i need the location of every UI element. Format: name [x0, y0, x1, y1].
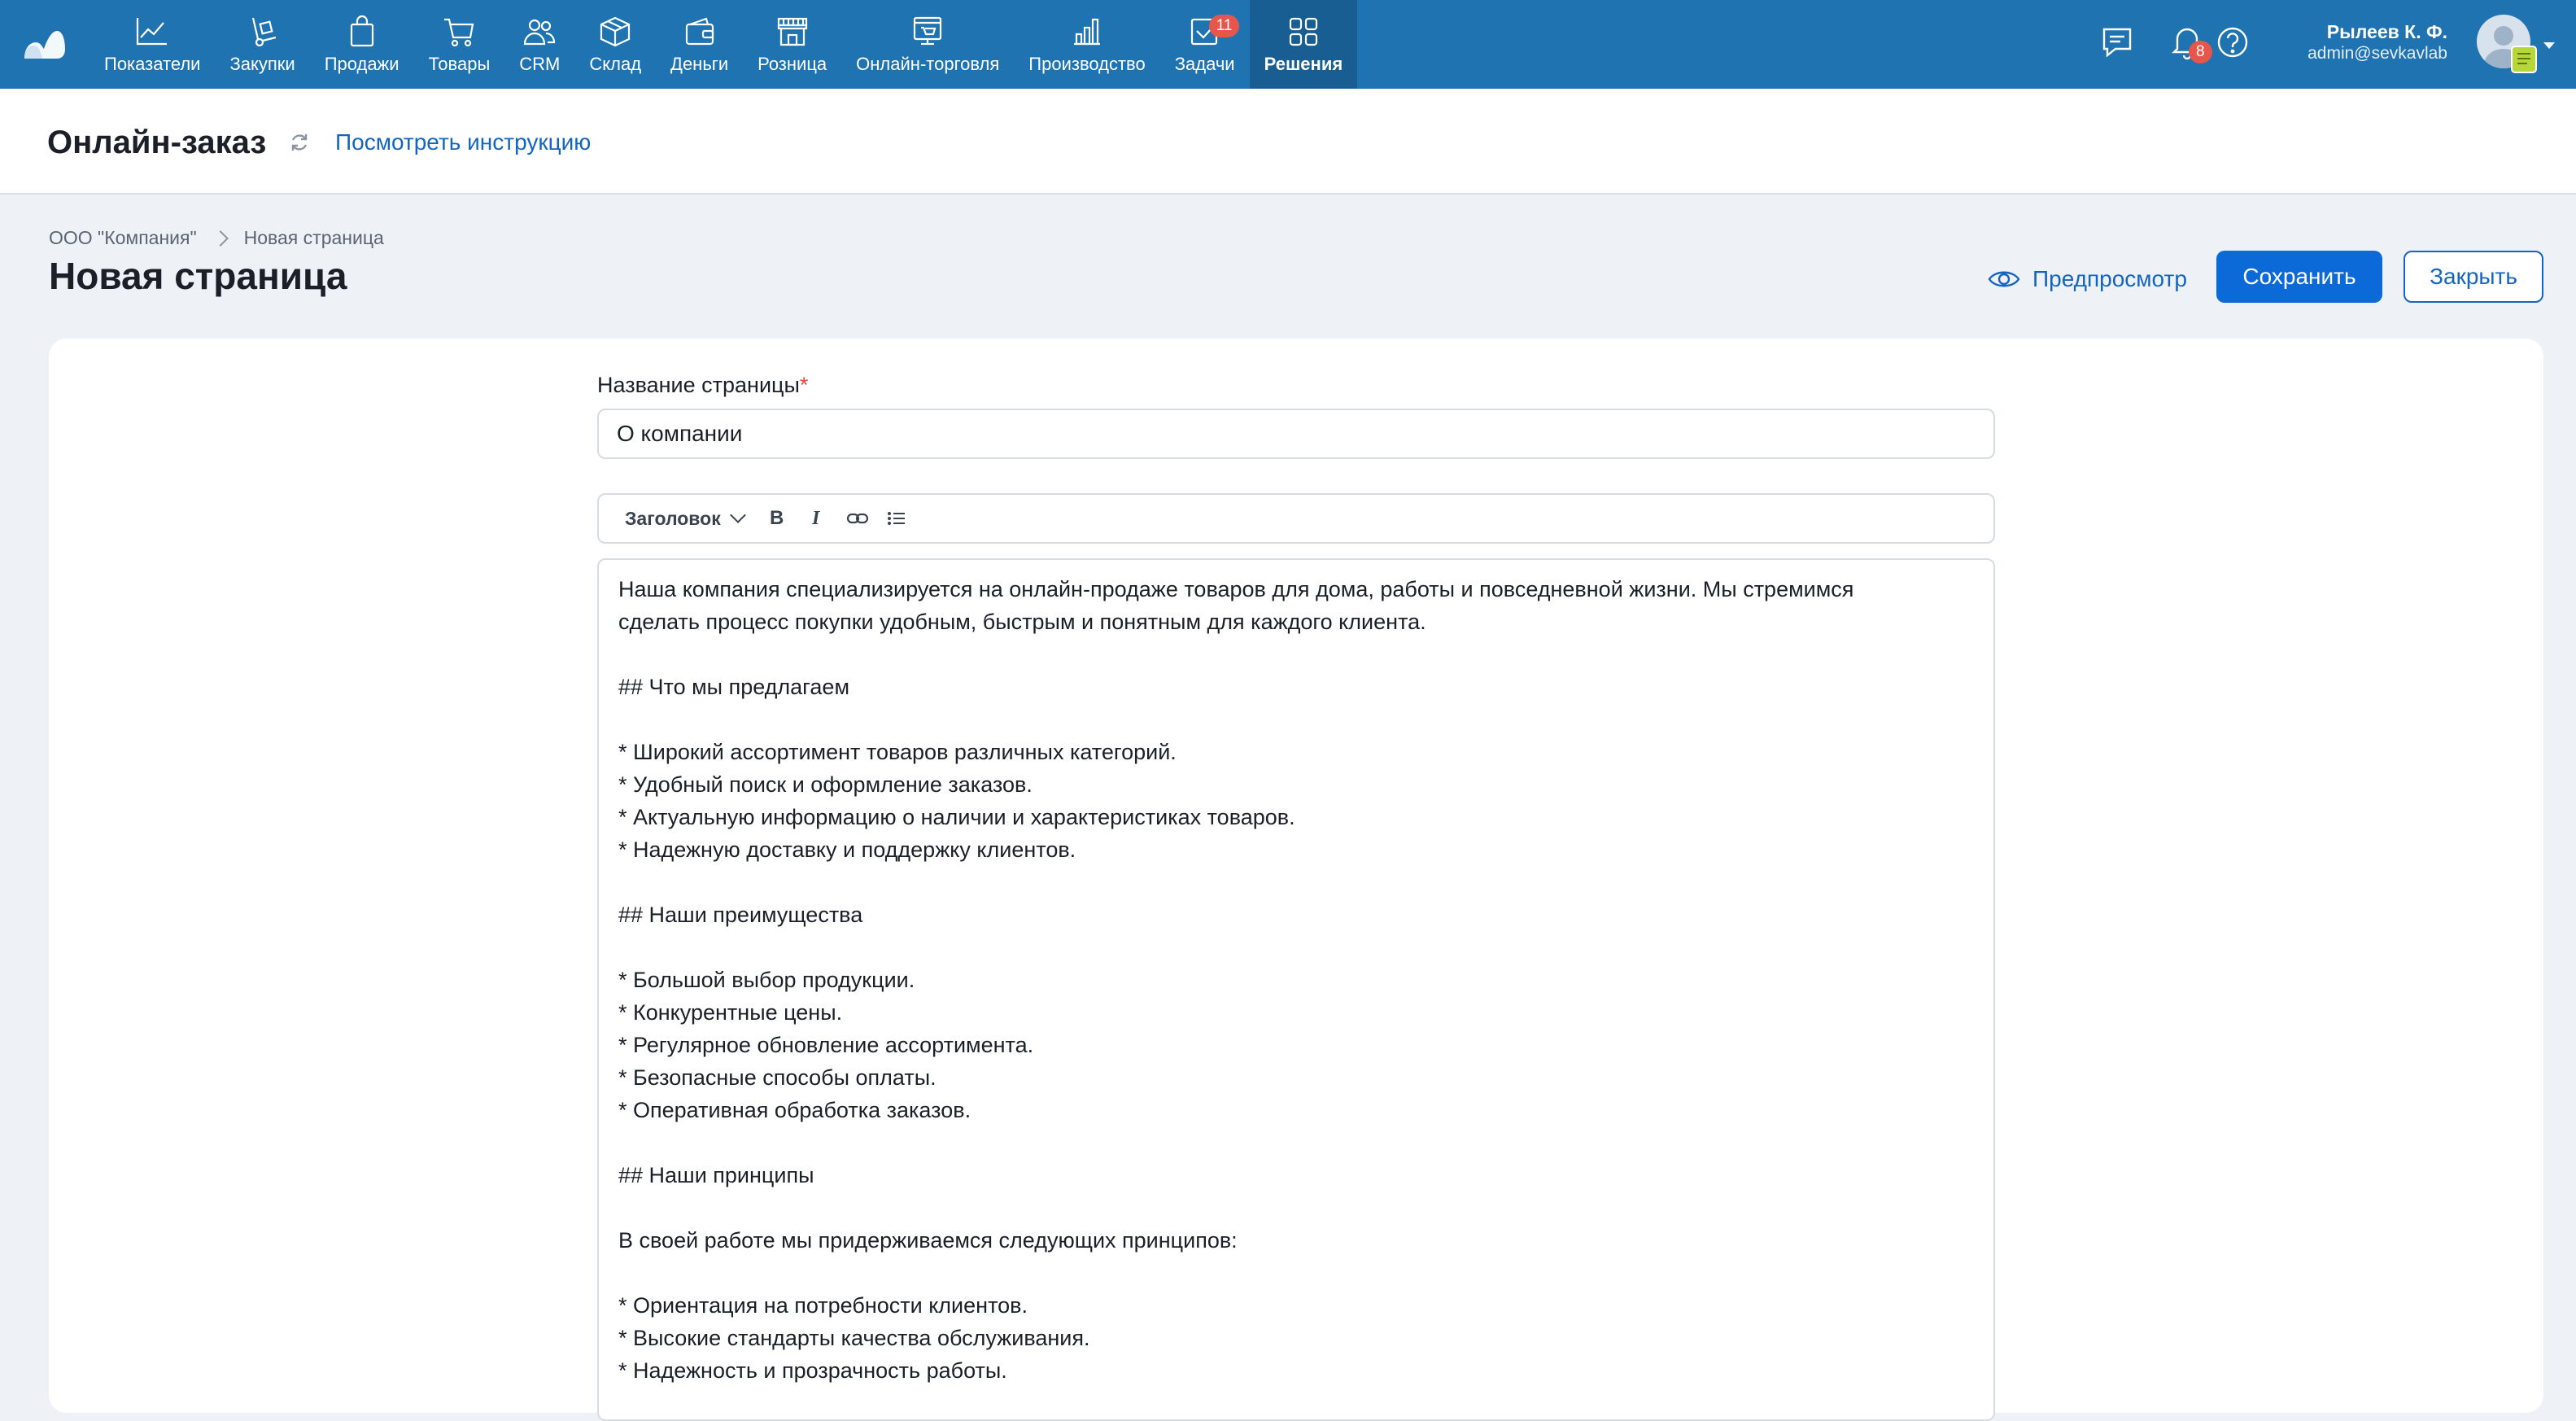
nav-item-production[interactable] [1014, 0, 1159, 89]
nav-item-indicators[interactable] [90, 0, 215, 89]
editor-line: * Высокие стандарты качества обслуживания. [618, 1326, 1090, 1350]
close-button[interactable]: Закрыть [2404, 251, 2543, 303]
editor-line: * Оперативная обработка заказов. [618, 1098, 971, 1122]
editor-line: В своей работе мы придерживаемся следующих принципов: [618, 1228, 1238, 1253]
grid-icon [1286, 15, 1321, 49]
tasks-count-badge: 11 [1209, 15, 1240, 37]
nav-label: Продажи [324, 53, 399, 74]
nav-item-retail[interactable] [743, 0, 841, 89]
breadcrumb [49, 227, 384, 249]
nav-item-sales[interactable] [310, 0, 414, 89]
editor-line [618, 638, 1974, 671]
page-name-label-text: Название страницы [597, 373, 800, 397]
nav-label: Онлайн-торговля [856, 53, 1000, 74]
cart-icon [441, 15, 477, 49]
save-button[interactable]: Сохранить [2216, 251, 2382, 303]
nav-item-warehouse[interactable] [574, 0, 656, 89]
editor-line: * Широкий ассортимент товаров различных категорий. [618, 740, 1177, 764]
nav-item-tasks[interactable] [1160, 0, 1250, 89]
online-store-icon [910, 15, 945, 49]
editor-line [618, 931, 1974, 964]
editor-line: * Надежность и прозрачность работы. [618, 1358, 1007, 1383]
module-title: Онлайн-заказ [47, 125, 267, 160]
notifications-count-badge: 8 [2189, 41, 2212, 63]
editor-line: ## Что мы предлагаем [618, 675, 850, 699]
editor-toolbar [597, 493, 1995, 544]
top-navigation-bar [0, 0, 2576, 89]
page-title: Новая страница [49, 255, 347, 297]
refresh-icon[interactable] [288, 131, 311, 154]
chart-line-icon [134, 15, 170, 49]
nav-item-crm[interactable] [504, 0, 574, 89]
user-name[interactable]: Рылеев К. Ф. [2326, 21, 2447, 42]
editor-line [618, 1257, 1974, 1289]
chevron-down-icon [730, 507, 746, 523]
editor-line [618, 866, 1974, 899]
editor-line [618, 1126, 1974, 1159]
editor-line: * Безопасные способы оплаты. [618, 1065, 937, 1090]
editor-line: ## Наши преимущества [618, 903, 863, 927]
document-badge-icon [2509, 44, 2539, 75]
nav-label: Задачи [1174, 53, 1235, 74]
editor-line: * Конкурентные цены. [618, 1000, 843, 1025]
help-icon[interactable] [2213, 23, 2252, 62]
nav-item-products[interactable] [414, 0, 505, 89]
nav-item-money[interactable] [656, 0, 743, 89]
nav-item-online-trading[interactable] [841, 0, 1014, 89]
nav-label: Решения [1264, 53, 1343, 74]
editor-line: * Большой выбор продукции. [618, 968, 915, 992]
editor-line: сделать процесс покупки удобным, быстрым и понятным для каждого клиента. [618, 610, 1426, 634]
wallet-icon [682, 15, 718, 49]
preview-label: Предпросмотр [2032, 266, 2187, 291]
nav-item-purchases[interactable] [215, 0, 309, 89]
editor-line [618, 1191, 1974, 1224]
factory-icon [1069, 15, 1105, 49]
bulleted-list-button[interactable] [885, 509, 903, 527]
heading-dropdown-label: Заголовок [625, 507, 721, 529]
box-icon [597, 15, 633, 49]
editor-line: * Регулярное обновление ассортимента. [618, 1033, 1034, 1057]
link-icon [846, 509, 869, 527]
editor-line: ## Наши принципы [618, 1163, 814, 1187]
nav-label: Склад [589, 53, 642, 74]
nav-label: Показатели [104, 53, 201, 74]
heading-dropdown[interactable] [625, 508, 744, 530]
breadcrumb-item-company[interactable]: ООО "Компания" [49, 227, 197, 248]
users-icon [522, 15, 557, 49]
editor-line: * Удобный поиск и оформление заказов. [618, 772, 1033, 797]
editor-line [618, 703, 1974, 736]
bold-button[interactable]: B [770, 507, 784, 529]
italic-button[interactable]: I [812, 507, 820, 529]
nav-item-solutions[interactable] [1250, 0, 1358, 89]
link-button[interactable] [846, 509, 864, 527]
page-name-input[interactable] [597, 409, 1995, 459]
chat-icon[interactable] [2098, 23, 2137, 62]
content-editor[interactable] [597, 558, 1995, 1421]
preview-button[interactable] [1987, 259, 2187, 300]
nav-label: Производство [1028, 53, 1146, 74]
user-menu-caret-icon[interactable] [2543, 42, 2555, 49]
shopping-bag-icon [344, 15, 380, 49]
view-instruction-link[interactable]: Посмотреть инструкцию [335, 129, 592, 155]
chevron-right-icon [212, 230, 229, 247]
nav-label: Розница [758, 53, 827, 74]
hand-truck-icon [245, 15, 281, 49]
eye-icon [1987, 268, 2021, 291]
editor-line: * Надежную доставку и поддержку клиентов. [618, 837, 1076, 862]
list-icon [885, 509, 908, 527]
breadcrumb-item-current: Новая страница [243, 227, 384, 248]
editor-line: * Ориентация на потребности клиентов. [618, 1293, 1028, 1318]
module-header [0, 89, 2576, 195]
user-email[interactable]: admin@sevkavlab [2307, 44, 2447, 63]
nav-label: Товары [428, 53, 491, 74]
main-nav [90, 0, 1357, 89]
app-logo-icon[interactable] [21, 24, 67, 62]
page-name-label [597, 373, 808, 398]
editor-line: Наша компания специализируется на онлайн-продаже товаров для дома, работы и повседневной жизни. Мы стремимся [618, 577, 1854, 601]
required-mark: * [799, 373, 809, 397]
storefront-icon [775, 15, 810, 49]
nav-label: Деньги [670, 53, 729, 74]
nav-label: Закупки [229, 53, 295, 74]
nav-label: CRM [519, 53, 561, 74]
editor-line: * Актуальную информацию о наличии и характеристиках товаров. [618, 805, 1295, 829]
